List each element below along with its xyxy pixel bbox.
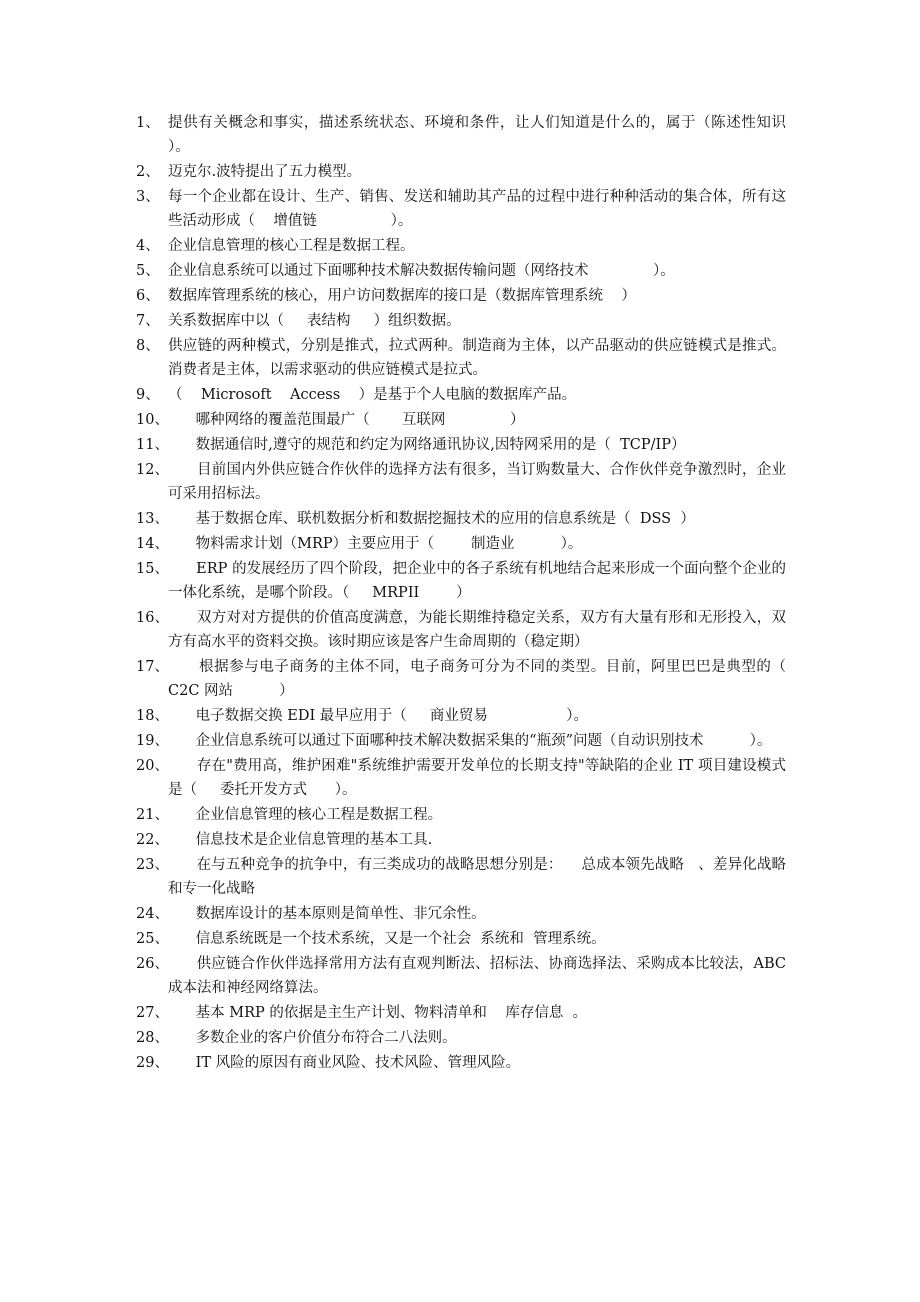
item-number: 2、 <box>136 164 160 180</box>
item-number: 16、 <box>136 610 169 626</box>
list-item <box>136 334 786 382</box>
item-number: 23、 <box>136 857 169 873</box>
item-text: 数据库管理系统的核心，用户访问数据库的接口是（数据库管理系统 ） <box>168 288 636 304</box>
item-text: 迈克尔.波特提出了五力模型。 <box>168 164 362 180</box>
list-item <box>136 507 786 531</box>
item-text: 企业信息系统可以通过下面哪种技术解决数据传输问题（网络技术 ）。 <box>168 263 675 279</box>
item-text: 根据参与电子商务的主体不同，电子商务可分为不同的类型。目前，阿里巴巴是典型的（ C2C 网站 ） <box>168 659 819 699</box>
item-number: 10、 <box>136 412 169 428</box>
item-number: 14、 <box>136 536 169 552</box>
list-item <box>136 754 786 802</box>
list-item <box>136 557 786 605</box>
list-item <box>136 383 786 407</box>
list-item <box>136 259 786 283</box>
list-item <box>136 458 786 506</box>
list-item <box>136 828 786 852</box>
item-number: 27、 <box>136 1005 169 1021</box>
item-text: 企业信息系统可以通过下面哪种技术解决数据采集的“瓶颈”问题（自动识别技术 ）。 <box>168 733 772 749</box>
item-number: 3、 <box>136 189 160 205</box>
list-item <box>136 803 786 827</box>
item-number: 12、 <box>136 462 169 478</box>
list-item <box>136 111 814 159</box>
list-item <box>136 309 786 333</box>
item-text: 在与五种竞争的抗争中，有三类成功的战略思想分别是： 总成本领先战略 、差异化战略和专一化战略 <box>168 857 787 897</box>
item-text: 企业信息管理的核心工程是数据工程。 <box>168 807 443 823</box>
item-number: 1、 <box>136 115 160 131</box>
item-number: 22、 <box>136 832 169 848</box>
list-item <box>136 1051 786 1075</box>
item-text: 供应链合作伙伴选择常用方法有直观判断法、招标法、协商选择法、采购成本比较法，ABC 成本法和神经网络算法。 <box>168 956 791 996</box>
item-number: 4、 <box>136 238 160 254</box>
item-number: 25、 <box>136 931 169 947</box>
list-item <box>136 729 786 753</box>
item-number: 21、 <box>136 807 169 823</box>
item-number: 19、 <box>136 733 169 749</box>
item-text: 数据通信时,遵守的规范和约定为网络通讯协议,因特网采用的是（ TCP/IP） <box>168 437 686 453</box>
item-number: 24、 <box>136 906 169 922</box>
list-item <box>136 160 786 184</box>
item-text: 存在"费用高，维护困难"系统维护需要开发单位的长期支持"等缺陷的企业 IT 项目建设模式是（ 委托开发方式 ）。 <box>168 758 787 798</box>
item-text: 物料需求计划（MRP）主要应用于（ 制造业 ）。 <box>168 536 583 552</box>
list-item <box>136 606 786 654</box>
item-number: 6、 <box>136 288 160 304</box>
item-text: 关系数据库中以（ 表结构 ）组织数据。 <box>168 313 461 329</box>
item-number: 5、 <box>136 263 160 279</box>
item-text: 基本 MRP 的依据是主生产计划、物料清单和 库存信息 。 <box>168 1005 588 1021</box>
item-number: 18、 <box>136 708 169 724</box>
item-text: ERP 的发展经历了四个阶段，把企业中的各子系统有机地结合起来形成一个面向整个企业的一体化系统，是哪个阶段。（ MRPII ） <box>168 561 787 601</box>
list-item <box>136 902 786 926</box>
item-number: 13、 <box>136 511 169 527</box>
item-text: 多数企业的客户价值分布符合二八法则。 <box>168 1030 457 1046</box>
list-item <box>136 433 786 457</box>
item-number: 7、 <box>136 313 160 329</box>
item-text: 双方对对方提供的价值高度满意，为能长期维持稳定关系，双方有大量有形和无形投入，双方有高水平的资料交换。该时期应该是客户生命周期的（稳定期） <box>168 610 787 650</box>
item-text: 哪种网络的覆盖范围最广（ 互联网 ） <box>168 412 525 428</box>
list-item <box>136 1001 786 1025</box>
item-text: 企业信息管理的核心工程是数据工程。 <box>168 238 415 254</box>
list-item <box>136 408 786 432</box>
item-text: IT 风险的原因有商业风险、技术风险、管理风险。 <box>168 1055 521 1071</box>
item-number: 11、 <box>136 437 169 453</box>
item-text: 基于数据仓库、联机数据分析和数据挖掘技术的应用的信息系统是（ DSS ） <box>168 511 695 527</box>
item-text: 电子数据交换 EDI 最早应用于（ 商业贸易 ）。 <box>168 708 588 724</box>
list-item <box>136 952 791 1000</box>
item-number: 9、 <box>136 387 160 403</box>
item-text: 信息技术是企业信息管理的基本工具. <box>168 832 433 848</box>
item-text: （ Microsoft Access ）是基于个人电脑的数据库产品。 <box>168 387 577 403</box>
item-text: 供应链的两种模式，分别是推式，拉式两种。制造商为主体，以产品驱动的供应链模式是推式。消费者是主体，以需求驱动的供应链模式是拉式。 <box>168 338 786 378</box>
list-item <box>136 185 786 233</box>
item-text: 目前国内外供应链合作伙伴的选择方法有很多，当订购数量大、合作伙伴竞争激烈时，企业可采用招标法。 <box>168 462 787 502</box>
list-item <box>136 704 786 728</box>
list-item <box>136 532 786 556</box>
list-item <box>136 927 786 951</box>
item-number: 8、 <box>136 338 160 354</box>
list-item <box>136 1026 786 1050</box>
item-text: 信息系统既是一个技术系统，又是一个社会 系统和 管理系统。 <box>168 931 606 947</box>
item-text: 每一个企业都在设计、生产、销售、发送和辅助其产品的过程中进行种种活动的集合体，所有这些活动形成（ 增值链 ）。 <box>168 189 786 229</box>
item-number: 20、 <box>136 758 169 774</box>
item-number: 28、 <box>136 1030 169 1046</box>
list-item <box>136 234 786 258</box>
item-number: 17、 <box>136 659 169 675</box>
item-text: 数据库设计的基本原则是简单性、非冗余性。 <box>168 906 486 922</box>
question-list <box>136 111 819 1076</box>
list-item <box>136 655 819 703</box>
list-item <box>136 284 786 308</box>
item-number: 15、 <box>136 561 169 577</box>
item-number: 29、 <box>136 1055 169 1071</box>
item-text: 提供有关概念和事实，描述系统状态、环境和条件，让人们知道是什么的，属于（陈述性知识 ）。 <box>168 115 814 155</box>
item-number: 26、 <box>136 956 169 972</box>
list-item <box>136 853 786 901</box>
